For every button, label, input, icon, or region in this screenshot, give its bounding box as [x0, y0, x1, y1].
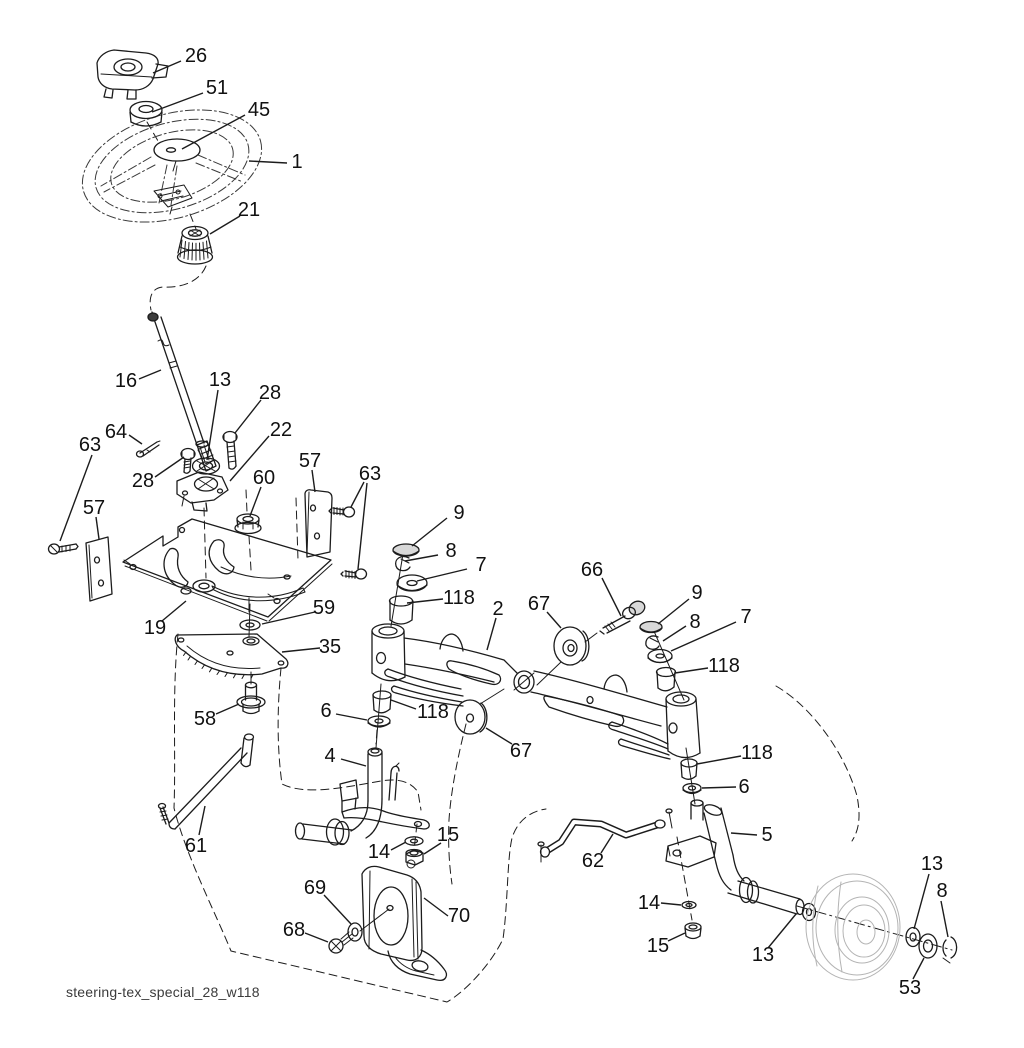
part-screw-63-right-upper: [329, 507, 355, 517]
leader-line-13: [207, 390, 218, 460]
part-bracket-57-right: [305, 490, 332, 557]
leader-line-69: [324, 895, 351, 924]
part-label-15: 15: [436, 824, 460, 846]
leader-line-67: [486, 728, 512, 744]
leader-line-2: [487, 618, 496, 650]
part-label-1: 1: [291, 151, 303, 173]
part-shoulder-bolt-58: [237, 682, 265, 713]
part-label-8: 8: [689, 611, 701, 633]
leader-line-6: [702, 787, 736, 788]
leader-line-60: [250, 487, 261, 516]
part-drag-link-61: [159, 734, 254, 829]
leader-line-57: [96, 517, 99, 539]
leader-line-15: [668, 933, 685, 941]
part-label-21: 21: [237, 199, 261, 221]
leader-line-57: [312, 470, 315, 492]
part-spindle-5-right: [666, 800, 804, 915]
part-bearing-plate-22: [177, 472, 228, 511]
part-tie-rod-62: [538, 809, 672, 862]
leader-line-6: [336, 714, 367, 720]
leader-line-66: [602, 578, 621, 616]
leader-line-53: [913, 958, 924, 979]
leader-line-14: [391, 842, 406, 850]
part-bushing-118-right: [657, 668, 676, 691]
part-bolt-28-right: [223, 432, 237, 470]
leader-line-58: [216, 704, 239, 714]
part-label-5: 5: [761, 824, 773, 846]
part-washer-6-left: [368, 716, 390, 727]
part-label-14: 14: [367, 841, 391, 863]
part-panel-bracket-70: [362, 860, 446, 980]
part-eclip-8-wheel: [943, 937, 957, 963]
part-cap-51: [130, 102, 162, 127]
part-label-118: 118: [417, 701, 449, 723]
part-washer-7-left: [397, 575, 427, 591]
part-label-68: 68: [282, 919, 306, 941]
part-steering-boot-21: [178, 227, 213, 265]
part-label-67: 67: [527, 593, 551, 615]
leader-line-8: [941, 901, 948, 937]
leader-line-1: [249, 161, 287, 163]
part-label-70: 70: [447, 905, 471, 927]
part-screw-68: [329, 932, 353, 953]
leader-line-70: [424, 898, 448, 916]
leader-line-13: [768, 914, 796, 948]
leader-line-68: [305, 933, 328, 942]
part-label-58: 58: [193, 708, 217, 730]
leader-line-28: [235, 400, 261, 433]
part-label-118: 118: [708, 655, 740, 677]
part-screw-63-right-lower: [341, 569, 367, 579]
part-label-118: 118: [443, 587, 475, 609]
part-label-45: 45: [247, 99, 271, 121]
part-label-62: 62: [581, 850, 605, 872]
part-label-57: 57: [82, 497, 106, 519]
part-label-51: 51: [205, 77, 229, 99]
part-washer-7-right: [648, 650, 672, 663]
part-label-22: 22: [269, 419, 293, 441]
part-label-19: 19: [143, 617, 167, 639]
part-label-61: 61: [184, 835, 208, 857]
part-label-118: 118: [741, 742, 773, 764]
leader-line-4: [341, 759, 366, 766]
leader-line-21: [210, 216, 240, 234]
diagram-caption: steering-tex_special_28_w118: [66, 984, 260, 1000]
leader-line-51: [152, 93, 203, 112]
part-cap-9-left: [393, 544, 419, 556]
part-label-64: 64: [104, 421, 128, 443]
part-bushing-118-left-lower: [373, 691, 391, 713]
part-label-9: 9: [453, 502, 465, 524]
part-label-60: 60: [252, 467, 276, 489]
part-label-16: 16: [114, 370, 138, 392]
leader-line-9: [412, 518, 447, 546]
part-label-6: 6: [320, 700, 332, 722]
part-label-13: 13: [920, 853, 944, 875]
part-flange-nut-60: [235, 514, 261, 534]
part-front-axle-2: [372, 624, 700, 759]
part-label-8: 8: [445, 540, 457, 562]
part-screw-63-left: [49, 544, 79, 554]
part-washer-59: [240, 620, 260, 630]
part-label-26: 26: [184, 45, 208, 67]
part-label-67: 67: [509, 740, 533, 762]
leader-line-28: [155, 457, 184, 477]
leader-line-7: [671, 622, 736, 651]
leader-line-16: [139, 370, 161, 379]
part-flange-bearing-67-center: [554, 627, 589, 665]
part-label-9: 9: [691, 582, 703, 604]
part-label-63: 63: [78, 434, 102, 456]
stack-right-upper: [640, 622, 676, 691]
part-label-13: 13: [208, 369, 232, 391]
part-label-2: 2: [492, 598, 504, 620]
leader-line-63: [358, 483, 367, 569]
leader-line-14: [661, 903, 681, 905]
part-eclip-8-left: [396, 557, 410, 571]
part-spindle-4-left: [296, 748, 430, 845]
part-steering-shaft-16: [148, 312, 216, 471]
part-label-15: 15: [646, 935, 670, 957]
leader-line-118: [697, 756, 741, 764]
part-label-28: 28: [131, 470, 155, 492]
part-label-28: 28: [258, 382, 282, 404]
leader-line-64: [129, 435, 142, 444]
leader-line-61: [199, 806, 205, 835]
part-washer-13-wheel: [906, 928, 920, 947]
leader-line-118: [675, 668, 708, 673]
part-steering-plate-19: [123, 519, 332, 621]
part-washer-69: [348, 923, 362, 941]
chassis-dashed-outline: [147, 122, 859, 1002]
part-label-66: 66: [580, 559, 604, 581]
leader-line-9: [658, 599, 689, 624]
part-label-35: 35: [318, 636, 342, 658]
part-bearing-53: [919, 934, 937, 958]
part-label-6: 6: [738, 776, 750, 798]
part-label-4: 4: [324, 745, 336, 767]
part-ignition-cap-26: [97, 50, 168, 99]
part-label-69: 69: [303, 877, 327, 899]
leader-line-63: [351, 482, 364, 507]
part-bolt-28-left: [181, 449, 195, 474]
part-label-7: 7: [475, 554, 487, 576]
leader-line-35: [282, 648, 320, 652]
part-sector-gear-35: [175, 634, 288, 679]
part-washer-14-left: [405, 837, 423, 845]
part-label-63: 63: [358, 463, 382, 485]
part-bracket-57-left: [86, 537, 112, 601]
leader-line-59: [262, 612, 315, 624]
leader-line-8: [663, 626, 686, 641]
callout-labels: [60, 45, 948, 999]
part-label-7: 7: [740, 606, 752, 628]
part-label-14: 14: [637, 892, 661, 914]
part-bushing-118-left: [390, 596, 414, 624]
part-front-wheel: [806, 874, 900, 980]
part-nut-15-right: [685, 923, 701, 939]
leader-line-7: [417, 569, 467, 581]
stack-left-upper: [390, 544, 428, 624]
steering-wheel-spokes: [101, 155, 245, 205]
part-label-13: 13: [751, 944, 775, 966]
part-flange-bearing-67-left: [455, 700, 487, 734]
leader-line-5: [731, 833, 757, 835]
leader-line-118: [391, 700, 416, 709]
part-label-57: 57: [298, 450, 322, 472]
part-label-53: 53: [898, 977, 922, 999]
part-label-8: 8: [936, 880, 948, 902]
leader-line-13: [914, 874, 929, 929]
leader-line-45: [182, 115, 245, 149]
part-label-59: 59: [312, 597, 336, 619]
